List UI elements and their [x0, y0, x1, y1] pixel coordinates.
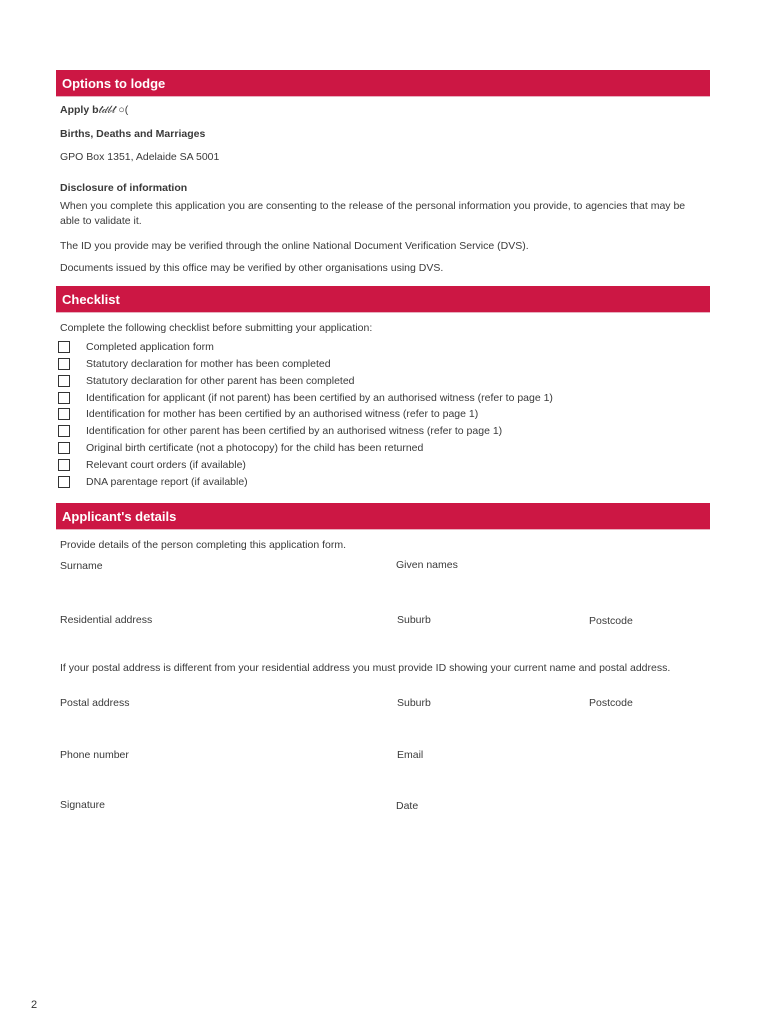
apply-by-glyphs: 𝓉𝒹𝒷𝓉 ○( — [98, 104, 129, 116]
phone-number-field[interactable]: Phone number — [60, 749, 129, 761]
checklist-item-5: Identification for mother has been certified by an authorised witness (refer to page 1) — [86, 408, 479, 420]
checklist-intro: Complete the following checklist before submitting your application: — [60, 322, 373, 334]
dvs-text: The ID you provide may be verified through the online National Document Verification Service (DVS). — [60, 240, 529, 252]
checklist-checkbox-2[interactable] — [58, 358, 70, 370]
office-name: Births, Deaths and Marriages — [60, 128, 206, 140]
checklist-heading: Checklist — [56, 286, 710, 313]
options-to-lodge-heading: Options to lodge — [56, 70, 710, 97]
date-field[interactable]: Date — [396, 800, 419, 812]
checklist-item-6: Identification for other parent has been certified by an authorised witness (refer to page 1) — [86, 425, 503, 437]
residential-address-field[interactable]: Residential address — [60, 614, 153, 626]
residential-postcode-field[interactable]: Postcode — [589, 615, 633, 627]
signature-field[interactable]: Signature — [60, 799, 105, 811]
postal-address-note: If your postal address is different from your residential address you must provide ID showing your current name and postal address. — [60, 662, 671, 674]
checklist-checkbox-5[interactable] — [58, 408, 70, 420]
checklist-item-9: DNA parentage report (if available) — [86, 476, 248, 488]
checklist-checkbox-9[interactable] — [58, 476, 70, 488]
checklist-checkbox-3[interactable] — [58, 375, 70, 387]
postal-address-field[interactable]: Postal address — [60, 697, 130, 709]
disclosure-text: When you complete this application you are consenting to the release of the personal information you provide, to agencies that may be able to validate it. — [60, 200, 686, 227]
apply-by-label — [60, 104, 128, 117]
checklist-checkbox-1[interactable] — [58, 341, 70, 353]
documents-text: Documents issued by this office may be verified by other organisations using DVS. — [60, 262, 444, 274]
page-number: 2 — [31, 999, 38, 1011]
email-field[interactable]: Email — [397, 749, 424, 761]
checklist-item-1: Completed application form — [86, 341, 214, 353]
checklist-item-3: Statutory declaration for other parent has been completed — [86, 375, 355, 387]
postal-suburb-field[interactable]: Suburb — [397, 697, 431, 709]
checklist-item-2: Statutory declaration for mother has been completed — [86, 358, 331, 370]
checklist-item-4: Identification for applicant (if not parent) has been certified by an authorised witness (refer to page 1) — [86, 392, 553, 404]
checklist-checkbox-7[interactable] — [58, 442, 70, 454]
checklist-checkbox-6[interactable] — [58, 425, 70, 437]
applicants-details-heading: Applicant's details — [56, 503, 710, 530]
residential-suburb-field[interactable]: Suburb — [397, 614, 431, 626]
office-address: GPO Box 1351, Adelaide SA 5001 — [60, 151, 220, 163]
disclosure-heading: Disclosure of information — [60, 182, 188, 194]
applicant-intro: Provide details of the person completing this application form. — [60, 539, 346, 551]
surname-field[interactable]: Surname — [60, 560, 103, 572]
checklist-item-8: Relevant court orders (if available) — [86, 459, 246, 471]
checklist-checkbox-4[interactable] — [58, 392, 70, 404]
apply-by-text: Apply b — [60, 104, 99, 116]
checklist-item-7: Original birth certificate (not a photocopy) for the child has been returned — [86, 442, 424, 454]
given-names-field[interactable]: Given names — [396, 559, 458, 571]
postal-postcode-field[interactable]: Postcode — [589, 697, 633, 709]
checklist-checkbox-8[interactable] — [58, 459, 70, 471]
